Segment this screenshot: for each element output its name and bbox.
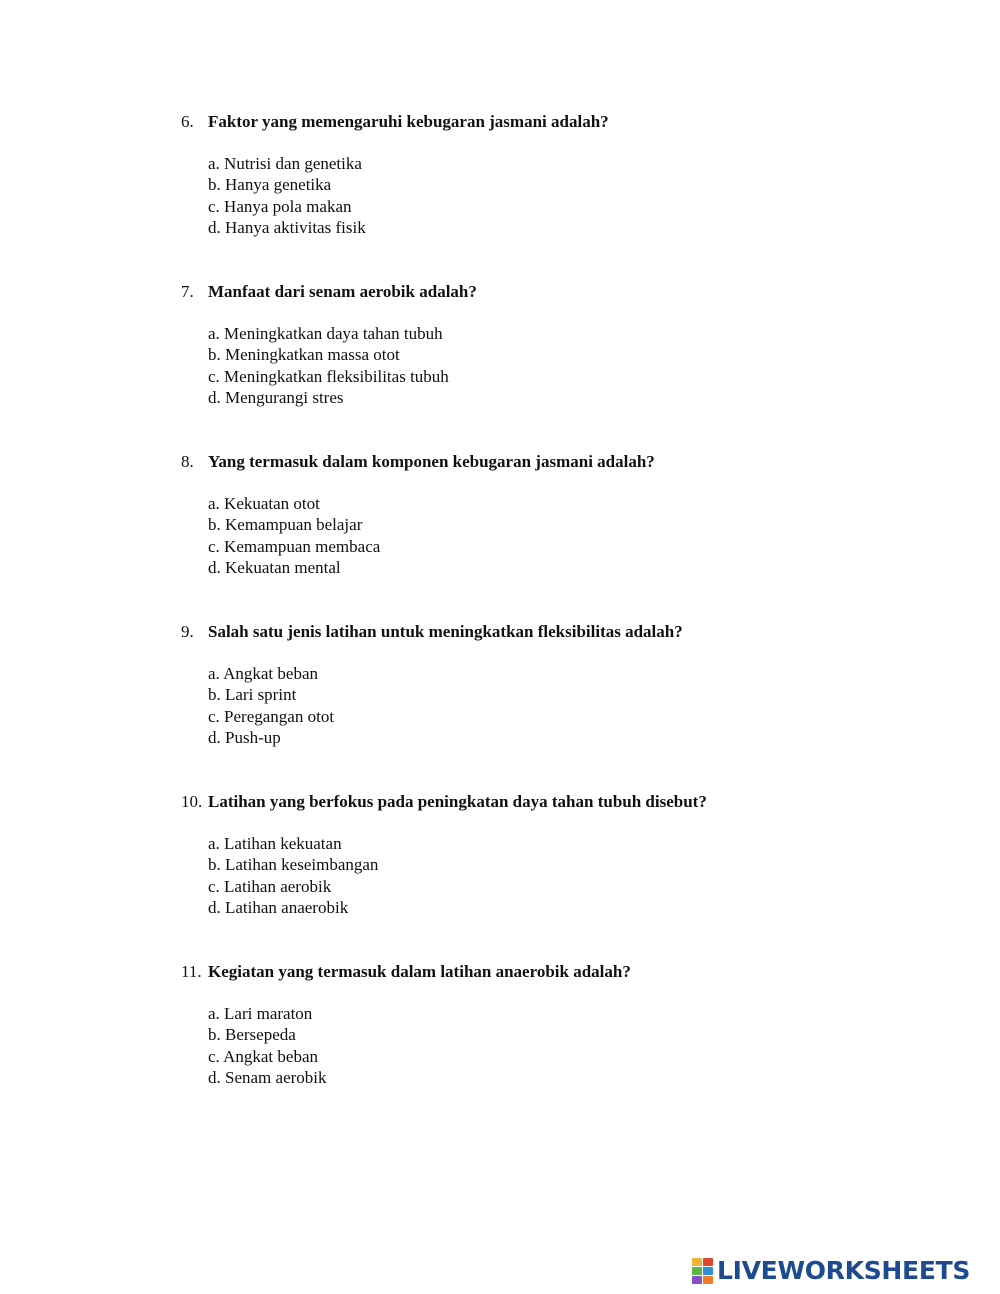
answer-options: [181, 493, 941, 578]
option-d[interactable]: d. Senam aerobik: [208, 1067, 327, 1087]
question-9: [181, 621, 941, 748]
option-d[interactable]: d. Kekuatan mental: [208, 557, 341, 577]
answer-options: [181, 1003, 941, 1088]
option-d[interactable]: d. Latihan anaerobik: [208, 897, 349, 917]
logo-tile: [703, 1258, 713, 1266]
option-d[interactable]: d. Hanya aktivitas fisik: [208, 217, 366, 237]
question-11: [181, 961, 941, 1088]
option-d[interactable]: d. Mengurangi stres: [208, 387, 344, 407]
option-a[interactable]: a. Latihan kekuatan: [208, 834, 342, 853]
option-c[interactable]: c. Meningkatkan fleksibilitas tubuh: [208, 366, 449, 386]
liveworksheets-branding: [692, 1256, 970, 1286]
question-text: Yang termasuk dalam komponen kebugaran jasmani adalah?: [208, 452, 655, 471]
question-6: [181, 111, 941, 238]
question-number: 8.: [181, 452, 194, 471]
option-c[interactable]: c. Latihan aerobik: [208, 876, 332, 896]
question-7: [181, 281, 941, 408]
brand-wordmark: LIVEWORKSHEETS: [717, 1256, 971, 1285]
question-text: Salah satu jenis latihan untuk meningkatkan fleksibilitas adalah?: [208, 622, 683, 641]
logo-tile: [692, 1258, 702, 1266]
option-b[interactable]: b. Bersepeda: [208, 1025, 296, 1045]
answer-options: [181, 833, 941, 918]
option-a[interactable]: a. Lari maraton: [208, 1004, 313, 1023]
option-b[interactable]: b. Kemampuan belajar: [208, 515, 363, 535]
option-a[interactable]: a. Nutrisi dan genetika: [208, 154, 362, 173]
question-text: Manfaat dari senam aerobik adalah?: [208, 282, 477, 301]
logo-tile: [692, 1267, 702, 1275]
option-b[interactable]: b. Hanya genetika: [208, 175, 332, 195]
option-c[interactable]: c. Kemampuan membaca: [208, 536, 381, 556]
logo-tile: [703, 1276, 713, 1284]
option-a[interactable]: a. Meningkatkan daya tahan tubuh: [208, 324, 443, 343]
option-c[interactable]: c. Hanya pola makan: [208, 196, 352, 216]
option-b[interactable]: b. Lari sprint: [208, 685, 297, 705]
question-10: [181, 791, 941, 918]
option-c[interactable]: c. Peregangan otot: [208, 706, 335, 726]
option-a[interactable]: a. Kekuatan otot: [208, 494, 320, 513]
option-b[interactable]: b. Latihan keseimbangan: [208, 855, 379, 875]
answer-options: [181, 663, 941, 748]
question-number: 11.: [181, 962, 202, 981]
answer-options: [181, 153, 941, 238]
option-c[interactable]: c. Angkat beban: [208, 1046, 318, 1066]
question-number: 6.: [181, 112, 194, 131]
question-text: Faktor yang memengaruhi kebugaran jasmani adalah?: [208, 112, 609, 131]
option-b[interactable]: b. Meningkatkan massa otot: [208, 345, 400, 365]
question-number: 9.: [181, 622, 194, 641]
question-text: Latihan yang berfokus pada peningkatan daya tahan tubuh disebut?: [208, 792, 707, 811]
liveworksheets-logo-icon: [692, 1258, 714, 1284]
logo-tile: [703, 1267, 713, 1275]
answer-options: [181, 323, 941, 408]
question-number: 7.: [181, 282, 194, 301]
logo-tile: [692, 1276, 702, 1284]
question-8: [181, 451, 941, 578]
option-a[interactable]: a. Angkat beban: [208, 664, 318, 683]
option-d[interactable]: d. Push-up: [208, 727, 281, 747]
question-number: 10.: [181, 792, 203, 811]
question-text: Kegiatan yang termasuk dalam latihan anaerobik adalah?: [208, 962, 631, 981]
